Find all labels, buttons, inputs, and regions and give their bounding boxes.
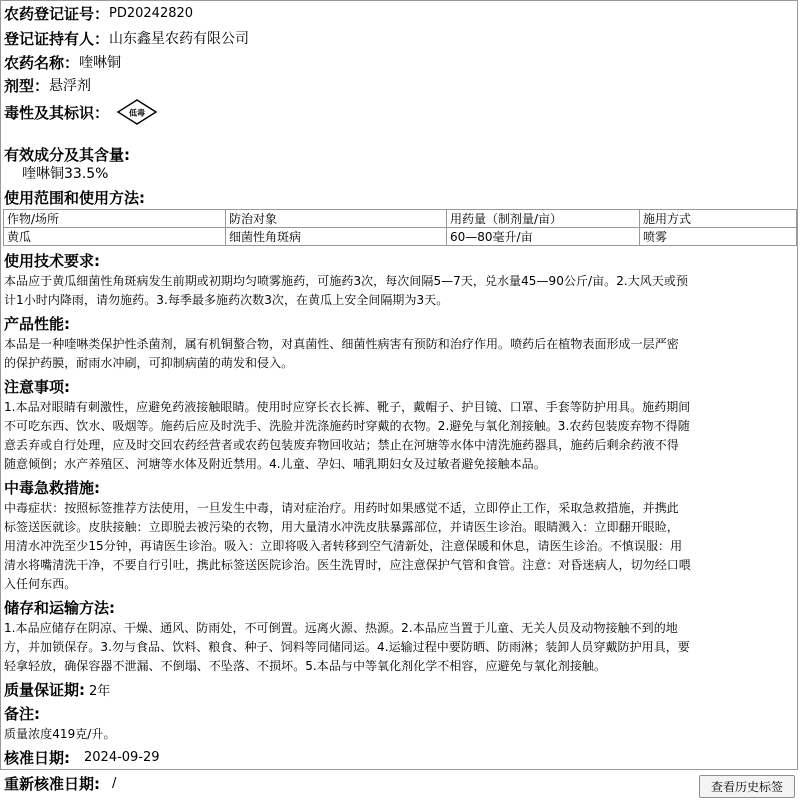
toxicity-sign-text: 低毒 bbox=[129, 108, 146, 118]
view-history-label-button[interactable]: 查看历史标签 bbox=[699, 775, 795, 798]
usage-th-method: 施用方式 bbox=[640, 210, 797, 228]
technique-header: 使用技术要求: bbox=[4, 252, 100, 270]
shelf-life-label: 质量保证期: bbox=[4, 681, 85, 699]
approval-date-label: 核准日期: bbox=[4, 748, 70, 767]
storage-line: 方，并加锁保存。3.勿与食品、饮料、粮食、种子、饲料等同储同运。4.运输过程中要防晒、防雨淋；装卸人员穿戴防护用具，要 bbox=[4, 640, 690, 654]
shelf-life-value: 2年 bbox=[89, 684, 111, 699]
first-aid-line: 中毒症状：按照标签推荐方法使用，一旦发生中毒，请对症治疗。用药时如果感觉不适，立即停止工作，采取急救措施，并携此 bbox=[4, 501, 679, 515]
first-aid-line: 入任何东西。 bbox=[4, 577, 77, 591]
usage-cell-dosage: 60—80毫升/亩 bbox=[447, 228, 640, 246]
precautions-line: 不可吃东西、饮水、吸烟等。施药后应及时洗手、洗脸并洗涤施药时穿戴的衣物。2.避免与氧化剂接触。3.农药包装废弃物不得随 bbox=[4, 419, 690, 433]
holder-value: 山东鑫星农药有限公司 bbox=[109, 31, 250, 47]
holder-label: 登记证持有人： bbox=[4, 29, 110, 48]
storage-line: 轻拿轻放，确保容器不泄漏、不倒塌、不坠落、不损坏。5.本品与中等氧化剂化学不相容，应避免与氧化剂接触。 bbox=[4, 659, 607, 673]
remarks-header: 备注: bbox=[4, 705, 40, 723]
name-row bbox=[1, 50, 797, 74]
usage-th-dosage: 用药量（制剂量/亩） bbox=[447, 210, 640, 228]
usage-table bbox=[3, 209, 797, 246]
usage-cell-crop: 黄瓜 bbox=[4, 228, 226, 246]
usage-cell-target: 细菌性角斑病 bbox=[226, 228, 447, 246]
precautions-line: 随意倾倒；水产养殖区、河塘等水体及附近禁用。4.儿童、孕妇、哺乳期妇女及过敏者避免接触本品。 bbox=[4, 457, 546, 471]
name-value: 喹啉铜 bbox=[79, 55, 122, 71]
first-aid-line: 标签送医就诊。皮肤接触：立即脱去被污染的衣物，用大量清水冲洗皮肤暴露部位，并请医生诊治。眼睛溅入：立即翻开眼睑， bbox=[4, 520, 679, 534]
usage-cell-method: 喷雾 bbox=[640, 228, 797, 246]
storage-header: 储存和运输方法: bbox=[4, 599, 115, 617]
performance-line: 的保护药膜，耐雨水冲刷，可抑制病菌的萌发和侵入。 bbox=[4, 356, 294, 370]
precautions-header: 注意事项: bbox=[4, 378, 70, 396]
first-aid-line: 用清水冲洗至少15分钟，再请医生诊治。吸入：立即将吸入者转移到空气清新处，注意保暖和休息，请医生诊治。不慎误服：用 bbox=[4, 539, 683, 553]
reapproval-date-label: 重新核准日期: bbox=[4, 774, 100, 793]
form-row bbox=[1, 74, 797, 96]
holder-row bbox=[1, 26, 797, 50]
reg-no-value: PD20242820 bbox=[109, 6, 194, 21]
precautions-line: 1.本品对眼睛有刺激性，应避免药液接触眼睛。使用时应穿长衣长裤、靴子，戴帽子、护目镜、口罩、手套等防护用具。施药期间 bbox=[4, 400, 691, 414]
approval-date-row bbox=[1, 743, 797, 771]
technique-line: 本品应于黄瓜细菌性角斑病发生前期或初期均匀喷雾施药，可施药3次，每次间隔5—7天，兑水量45—90公斤/亩。2.大风天或预 bbox=[4, 274, 688, 288]
reapproval-date-row bbox=[1, 771, 797, 795]
reg-no-label: 农药登记证号： bbox=[4, 5, 110, 23]
usage-th-crop: 作物/场所 bbox=[4, 210, 226, 228]
precautions-text bbox=[1, 398, 797, 474]
usage-th-target: 防治对象 bbox=[226, 210, 447, 228]
ingredient-value: 喹啉铜33.5% bbox=[22, 166, 109, 182]
usage-table-header-row bbox=[4, 210, 797, 228]
form-label: 剂型： bbox=[4, 76, 50, 95]
reg-no-row bbox=[1, 1, 797, 26]
precautions-line: 意丢弃或自行处理，应及时交回农药经营者或农药包装废弃物回收站；禁止在河塘等水体中清洗施药器具，施药后剩余药液不得 bbox=[4, 438, 679, 452]
performance-header: 产品性能: bbox=[4, 315, 70, 333]
technique-text bbox=[1, 272, 797, 310]
toxicity-diamond-icon bbox=[117, 99, 157, 125]
table-row bbox=[4, 228, 797, 246]
approval-date-value: 2024-09-29 bbox=[84, 749, 160, 765]
first-aid-header: 中毒急救措施: bbox=[4, 479, 100, 497]
performance-line: 本品是一种喹啉类保护性杀菌剂，属有机铜螯合物，对真菌性、细菌性病害有预防和治疗作用。喷药后在植物表面形成一层严密 bbox=[4, 337, 679, 351]
storage-line: 1.本品应储存在阴凉、干燥、通风、防雨处，不可倒置。远离火源、热源。2.本品应当置于儿童、无关人员及动物接触不到的地 bbox=[4, 621, 678, 635]
storage-text bbox=[1, 619, 797, 676]
toxicity-label: 毒性及其标识： bbox=[4, 103, 110, 122]
name-label: 农药名称： bbox=[4, 53, 80, 72]
reapproval-date-value: / bbox=[112, 775, 117, 791]
shelf-life-row bbox=[1, 676, 797, 703]
toxicity-row bbox=[1, 96, 797, 128]
first-aid-line: 清水将嘴清洗干净，不要自行引吐，携此标签送医院诊治。医生洗胃时，应注意保护气管和食管。注意：对昏迷病人，切勿经口喂 bbox=[4, 558, 691, 572]
form-value: 悬浮剂 bbox=[49, 78, 92, 94]
remarks-value: 质量浓度419克/升。 bbox=[4, 727, 116, 741]
technique-line: 计1小时内降雨，请勿施药。3.每季最多施药次数3次，在黄瓜上安全间隔期为3天。 bbox=[4, 293, 449, 307]
usage-header: 使用范围和使用方法: bbox=[4, 189, 145, 207]
performance-text bbox=[1, 335, 797, 373]
ingredient-header: 有效成分及其含量: bbox=[4, 146, 130, 164]
first-aid-text bbox=[1, 499, 797, 594]
